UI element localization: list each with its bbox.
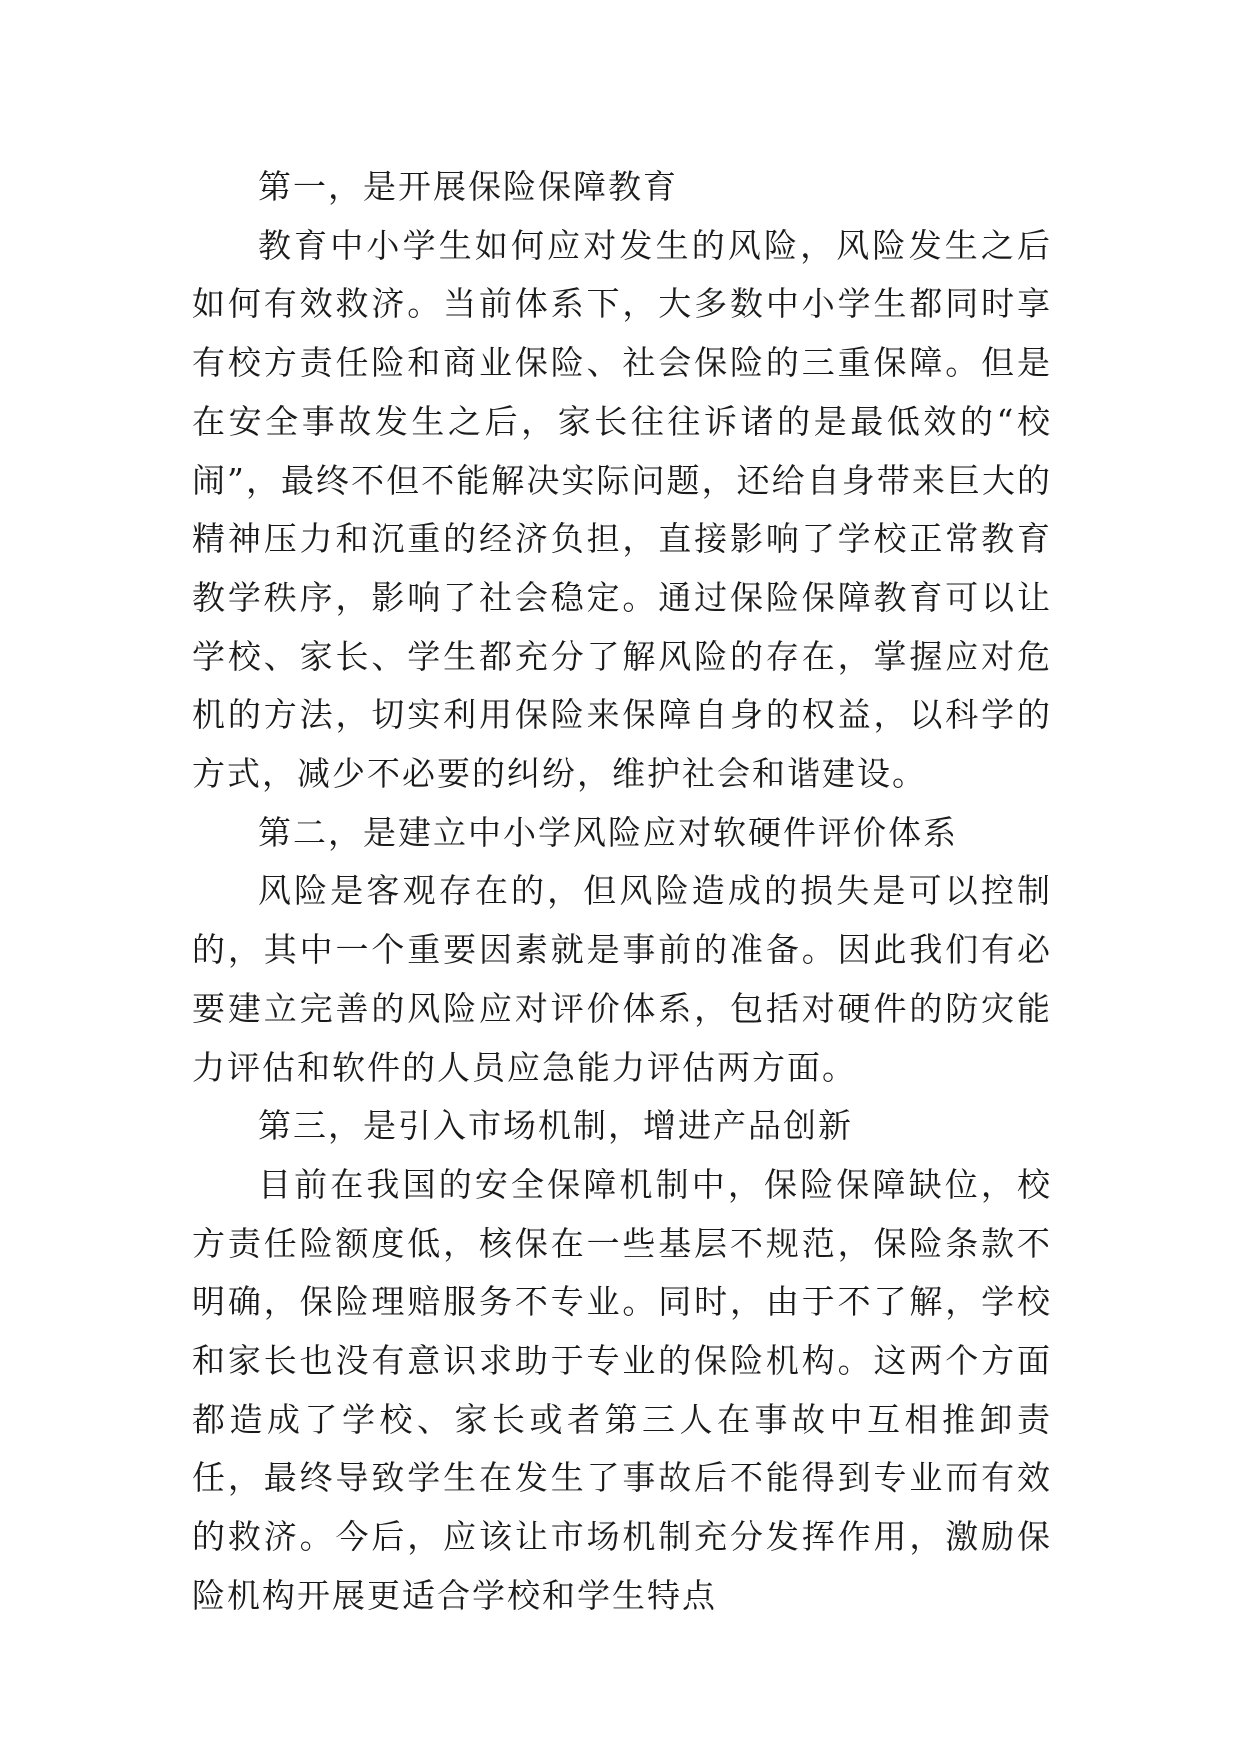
section-heading-2: 第二，是建立中小学风险应对软硬件评价体系 xyxy=(258,812,958,852)
body-paragraph: 教育中小学生如何应对发生的风险，风险发生之后如何有效救济。当前体系下，大多数中小学生都同时享有校方责任险和商业保险、社会保险的三重保障。但是在安全事故发生之后，家长往往诉诸的是最低效的“校闹”，最终不但不能解决实际问题，还给自身带来巨大的精神压力和沉重的经济负担，直接影响了学校正常教育教学秩序，影响了社会稳定。通过保险保障教育可以让学校、家长、学生都充分了解风险的存在，掌握应对危机的方法，切实利用保险来保障自身的权益，以科学的方式，减少不必要的纠纷，维护社会和谐建设。 xyxy=(192,225,1052,794)
body-paragraph: 风险是客观存在的，但风险造成的损失是可以控制的，其中一个重要因素就是事前的准备。因此我们有必要建立完善的风险应对评价体系，包括对硬件的防灾能力评估和软件的人员应急能力评估两方面。 xyxy=(192,871,1052,1087)
section-heading-1: 第一，是开展保险保障教育 xyxy=(258,167,678,206)
body-paragraph: 目前在我国的安全保障机制中，保险保障缺位，校方责任险额度低，核保在一些基层不规范，保险条款不明确，保险理赔服务不专业。同时，由于不了解，学校和家长也没有意识求助于专业的保险机构。这两个方面都造成了学校、家长或者第三人在事故中互相推卸责任，最终导致学生在发生了事故后不能得到专业而有效的救济。今后，应该让市场机制充分发挥作用，激励保险机构开展更适合学校和学生特点 xyxy=(192,1164,1052,1615)
document-body xyxy=(192,158,1052,1626)
section-heading-3: 第三，是引入市场机制，增进产品创新 xyxy=(258,1106,853,1146)
